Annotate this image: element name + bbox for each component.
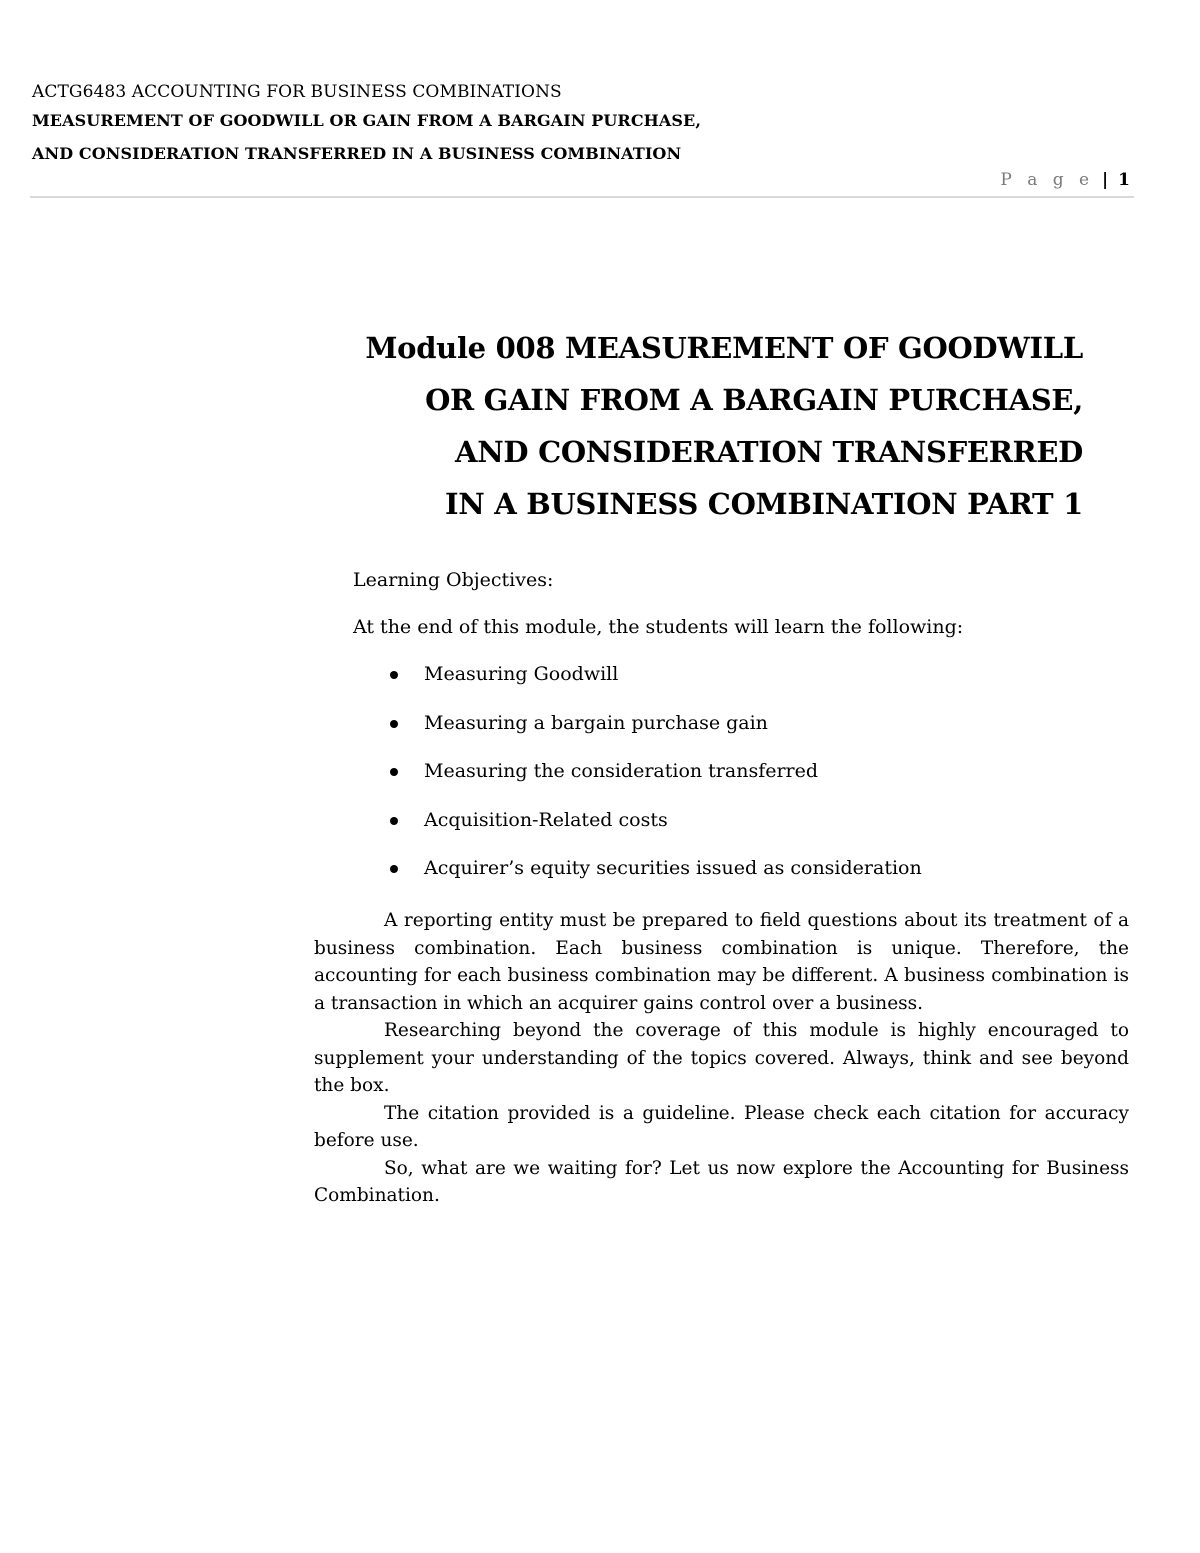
page-header [32,80,1133,170]
paragraph-citation: The citation provided is a guideline. Please check each citation for accuracy before use. [314,1102,1129,1151]
learning-objectives-intro: At the end of this module, the students will learn the following: [353,616,964,638]
page-number: 1 [1118,170,1130,190]
bullet-icon [390,817,398,825]
objective-text: Measuring the consideration transferred [424,760,819,782]
list-item [0,660,1200,709]
objective-text: Measuring a bargain purchase gain [424,711,768,734]
objective-text: Acquirer’s equity securities issued as consideration [424,857,922,879]
paragraph-business-combination: A reporting entity must be prepared to field questions about its treatment of a business combination. Each business combination is unique. Therefore, the accounting for each business combination may be different. A business combination is a transaction in which an acquirer gains control over a business. [314,910,1129,1014]
learning-objectives-list [0,660,1200,903]
paragraph-closing: So, what are we waiting for? Let us now explore the Accounting for Business Combination. [314,1157,1129,1206]
paragraph-research: Researching beyond the coverage of this module is highly encouraged to supplement your understanding of the topics covered. Always, think and see beyond the box. [314,1020,1129,1096]
course-code-title: ACTG6483 ACCOUNTING FOR BUSINESS COMBINATIONS [32,82,562,102]
module-title-line-4: IN A BUSINESS COMBINATION PART 1 [444,487,1083,521]
bullet-icon [390,671,398,679]
module-title [283,322,1083,530]
bullet-icon [390,720,398,728]
page-separator: | [1102,170,1109,190]
list-item [0,757,1200,806]
page-number-indicator [1000,170,1130,190]
module-title-line-1: Module 008 MEASUREMENT OF GOODWILL [365,331,1083,365]
objective-text: Acquisition-Related costs [424,808,668,831]
module-title-line-3: AND CONSIDERATION TRANSFERRED [455,435,1083,469]
module-title-line-2: OR GAIN FROM A BARGAIN PURCHASE, [425,383,1083,417]
list-item [0,709,1200,758]
header-divider [30,196,1134,198]
bullet-icon [390,865,398,873]
header-module-title-line-2: AND CONSIDERATION TRANSFERRED IN A BUSINESS COMBINATION [32,144,682,163]
page-label: P a g e [1000,170,1095,190]
module-introduction-text [314,907,1129,1210]
header-module-title-line-1: MEASUREMENT OF GOODWILL OR GAIN FROM A BARGAIN PURCHASE, [32,111,702,130]
list-item [0,806,1200,855]
objective-text: Measuring Goodwill [424,663,619,685]
list-item [0,854,1200,903]
bullet-icon [390,768,398,776]
learning-objectives-heading: Learning Objectives: [353,569,554,591]
